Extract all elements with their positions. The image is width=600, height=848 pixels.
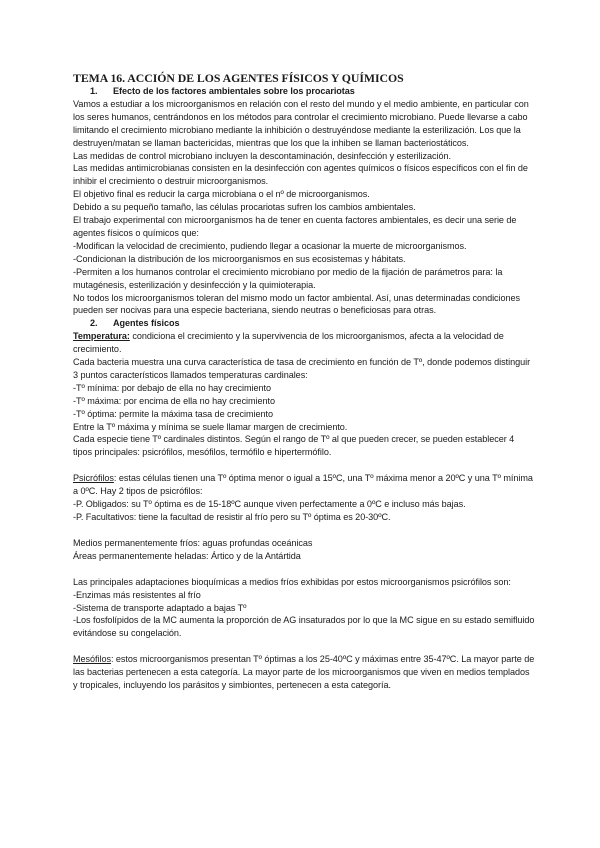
section-2-heading xyxy=(73,317,535,330)
psicrofilos-text: : estas células tienen una Tº óptima menor o igual a 15ºC, una Tº máxima menor a 20ºC y una Tº mínima a 0ºC. Hay 2 tipos de psicrófilos: xyxy=(73,473,533,497)
paragraph: Áreas permanentemente heladas: Ártico y de la Antártida xyxy=(73,550,301,561)
list-item: -P. Obligados: su Tº óptima es de 15-18ºC aunque viven perfectamente a 0ºC e incluso más bajas. xyxy=(73,499,466,510)
mesofilos-paragraph xyxy=(73,653,535,692)
paragraph: El trabajo experimental con microorganismos ha de tener en cuenta factores ambientales, es decir una serie de agentes físicos o químicos que: xyxy=(73,215,517,238)
paragraph: Vamos a estudiar a los microorganismos en relación con el resto del mundo y el medio ambiente, en particular con los seres humanos, centrándonos en los métodos para controlar el crecimiento microbiano. Puede llevarse a cabo limitando el crecimiento microbiano mediante la inhibición o destruyéndose mediante la esterilización. Los que la destruyen/matan se llaman bactericidas, mientras que los que la inhiben se llaman bacteriostáticos. xyxy=(73,98,529,148)
paragraph: Las medidas de control microbiano incluyen la descontaminación, desinfección y esterilización. xyxy=(73,150,451,161)
section-1-title: Efecto de los factores ambientales sobre los procariotas xyxy=(113,86,355,96)
paragraph: Medios permanentemente fríos: aguas profundas oceánicas xyxy=(73,537,313,548)
mesofilos-text: : estos microorganismos presentan Tº óptimas a los 25-40ºC y máximas entre 35-47ºC. La mayor parte de las bacterias pertenecen a esta categoría. La mayor parte de los microorganismos que viven en medios templados y tropicales, incluyendo los parásitos y simbiontes, pertenecen a esta categoría. xyxy=(73,654,535,691)
list-item: -Modifican la velocidad de crecimiento, pudiendo llegar a ocasionar la muerte de microorganismos. xyxy=(73,240,467,251)
psicrofilos-term: Psicrófilos xyxy=(73,473,114,484)
section-1-number: 1. xyxy=(90,86,98,96)
section-2-title: Agentes físicos xyxy=(113,318,180,329)
paragraph: Cada especie tiene Tº cardinales distintos. Según el rango de Tº al que pueden crecer, se pueden establecer 4 tipos principales: psicrófilos, mesófilos, termófilo e hipertermófilo. xyxy=(73,434,515,458)
paragraph: El objetivo final es reducir la carga microbiana o el nº de microorganismos. xyxy=(73,189,370,200)
spacer xyxy=(73,640,535,653)
section-1-heading xyxy=(73,85,535,98)
list-item: -Sistema de transporte adaptado a bajas Tº xyxy=(73,602,247,613)
paragraph: Las principales adaptaciones bioquímicas a medios fríos exhibidas por estos microorganismos psicrófilos son: xyxy=(73,576,511,587)
page-title: TEMA 16. ACCIÓN DE LOS AGENTES FÍSICOS Y QUÍMICOS xyxy=(73,71,404,85)
paragraph: Cada bacteria muestra una curva característica de tasa de crecimiento en función de Tº, donde podemos distinguir 3 puntos característicos llamados temperaturas cardinales: xyxy=(73,357,531,380)
psicrofilos-paragraph xyxy=(73,472,535,498)
list-item: -Enzimas más resistentes al frío xyxy=(73,589,201,600)
list-item: -Tº máxima: por encima de ella no hay crecimiento xyxy=(73,395,276,406)
mesofilos-term: Mesófilos xyxy=(73,654,111,665)
list-item: -Los fosfolípidos de la MC aumenta la proporción de AG insaturados por lo que la MC sigue en su estado semifluido evitándose su congelación. xyxy=(73,615,535,639)
paragraph: Debido a su pequeño tamaño, las células procariotas sufren los cambios ambientales. xyxy=(73,202,416,213)
spacer xyxy=(73,563,535,576)
list-item: -Condicionan la distribución de los microorganismos en sus ecosistemas y hábitats. xyxy=(73,253,406,264)
list-item: -P. Facultativos: tiene la facultad de resistir al frío pero su Tº óptima es 20-30ºC. xyxy=(73,512,391,522)
temperatura-term: Temperatura: xyxy=(73,331,130,342)
paragraph: Las medidas antimicrobianas consisten en la desinfección con agentes químicos o físicos específicos con el fin de inhibir el crecimiento o destruir microorganismos. xyxy=(73,163,528,187)
section-2-number: 2. xyxy=(90,318,98,329)
document-body xyxy=(73,71,535,692)
paragraph: Entre la Tº máxima y mínima se suele llamar margen de crecimiento. xyxy=(73,421,348,432)
paragraph: No todos los microorganismos toleran del mismo modo un factor ambiental. Así, unas determinadas condiciones pueden ser nocivas para una especie bacteriana, siendo neutras o beneficiosas para otras. xyxy=(73,292,521,316)
temperatura-text: condiciona el crecimiento y la supervivencia de los microorganismos, afecta a la velocidad de crecimiento. xyxy=(73,331,504,355)
temperatura-paragraph xyxy=(73,330,535,356)
spacer xyxy=(73,459,535,472)
list-item: -Tº mínima: por debajo de ella no hay crecimiento xyxy=(73,382,271,393)
list-item: -Tº óptima: permite la máxima tasa de crecimiento xyxy=(73,408,273,419)
list-item: -Permiten a los humanos controlar el crecimiento microbiano por medio de la fijación de parámetros para: la mutagénesis, esterilización y desinfección y la quimioterapia. xyxy=(73,266,503,290)
spacer xyxy=(73,524,535,537)
